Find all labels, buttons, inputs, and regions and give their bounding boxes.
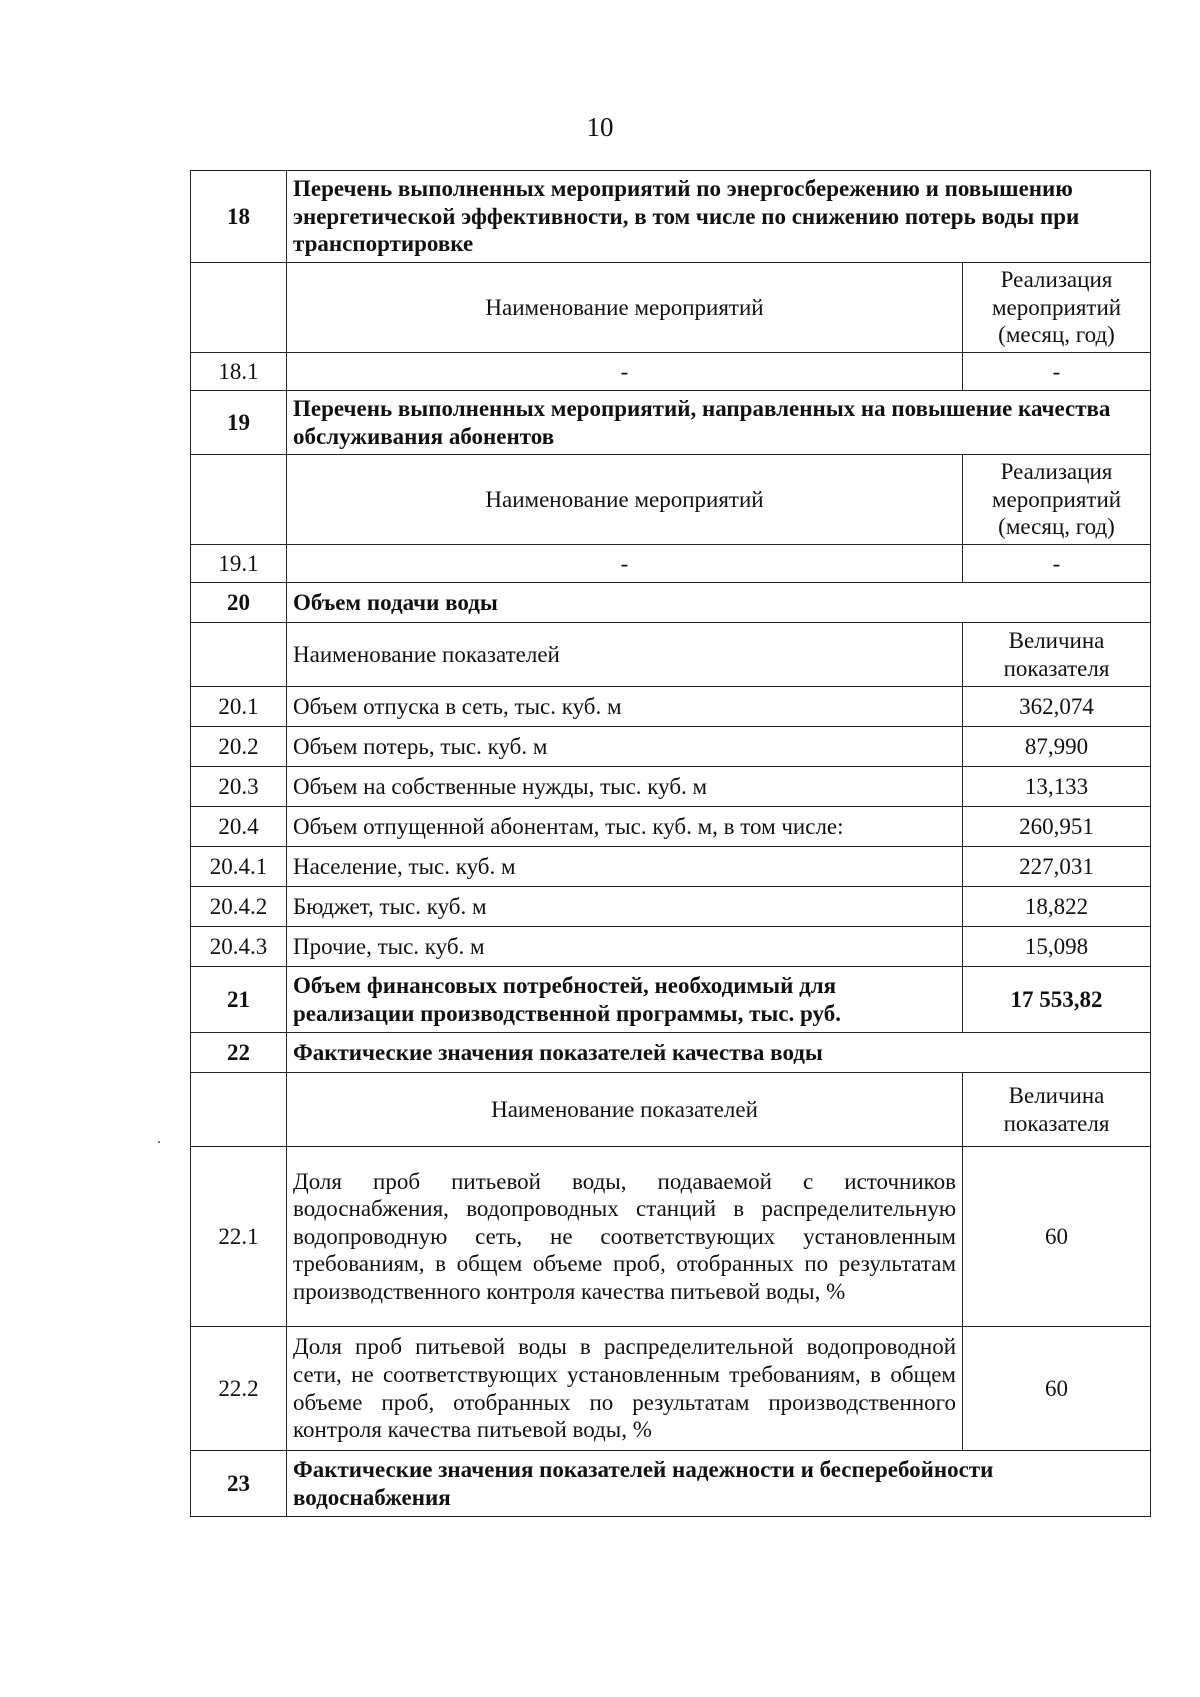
- table-row: [191, 887, 1151, 927]
- section-19-header: [191, 391, 1151, 455]
- empty-cell: [191, 1073, 287, 1147]
- section-18-column-headers: [191, 263, 1151, 353]
- row-name: Объем отпуска в сеть, тыс. куб. м: [287, 687, 963, 727]
- table-row: [191, 1327, 1151, 1451]
- table-row: [191, 353, 1151, 391]
- row-name: Объем на собственные нужды, тыс. куб. м: [287, 767, 963, 807]
- section-20-header: [191, 583, 1151, 623]
- production-program-table: [190, 170, 1151, 1517]
- column-header-implementation: Реализация мероприятий (месяц, год): [963, 455, 1151, 545]
- section-title: Перечень выполненных мероприятий, направленных на повышение качества обслуживания абонентов: [287, 391, 1151, 455]
- empty-cell: [191, 623, 287, 687]
- row-number: 20.3: [191, 767, 287, 807]
- row-number: 20.4.1: [191, 847, 287, 887]
- row-number: 20.1: [191, 687, 287, 727]
- row-value: 17 553,82: [963, 967, 1151, 1033]
- row-value: 60: [963, 1327, 1151, 1451]
- row-value: 227,031: [963, 847, 1151, 887]
- section-22-column-headers: [191, 1073, 1151, 1147]
- table-row: [191, 1147, 1151, 1327]
- section-18-header: [191, 171, 1151, 263]
- row-number: 20.2: [191, 727, 287, 767]
- section-number: 19: [191, 391, 287, 455]
- section-19-column-headers: [191, 455, 1151, 545]
- row-value: 13,133: [963, 767, 1151, 807]
- table-row: [191, 767, 1151, 807]
- row-value: -: [963, 353, 1151, 391]
- section-23-header: [191, 1451, 1151, 1517]
- scan-speck: [158, 1141, 160, 1143]
- section-22-header: [191, 1033, 1151, 1073]
- section-number: 23: [191, 1451, 287, 1517]
- row-name: Объем потерь, тыс. куб. м: [287, 727, 963, 767]
- section-number: 20: [191, 583, 287, 623]
- column-header-value: Величина показателя: [963, 1073, 1151, 1147]
- table-row: [191, 687, 1151, 727]
- empty-cell: [191, 263, 287, 353]
- row-value: 60: [963, 1147, 1151, 1327]
- section-21-row: [191, 967, 1151, 1033]
- page-number: 10: [586, 112, 614, 142]
- column-header-implementation: Реализация мероприятий (месяц, год): [963, 263, 1151, 353]
- section-title: Перечень выполненных мероприятий по энергосбережению и повышению энергетической эффективности, в том числе по снижению потерь воды при транспортировке: [287, 171, 1151, 263]
- row-number: 20.4: [191, 807, 287, 847]
- section-title: Фактические значения показателей качества воды: [287, 1033, 1151, 1073]
- column-header-value: Величина показателя: [963, 623, 1151, 687]
- row-name: -: [287, 545, 963, 583]
- section-20-column-headers: [191, 623, 1151, 687]
- row-name: Бюджет, тыс. куб. м: [287, 887, 963, 927]
- section-title: Объем подачи воды: [287, 583, 1151, 623]
- section-title: Объем финансовых потребностей, необходимый для реализации производственной программы, тыс. руб.: [287, 967, 963, 1033]
- row-value: 362,074: [963, 687, 1151, 727]
- row-name: -: [287, 353, 963, 391]
- row-value: 15,098: [963, 927, 1151, 967]
- row-number: 22.1: [191, 1147, 287, 1327]
- row-value: 87,990: [963, 727, 1151, 767]
- row-value: 260,951: [963, 807, 1151, 847]
- row-number: 18.1: [191, 353, 287, 391]
- row-name: Объем отпущенной абонентам, тыс. куб. м, в том числе:: [287, 807, 963, 847]
- row-name: Прочие, тыс. куб. м: [287, 927, 963, 967]
- row-number: 20.4.3: [191, 927, 287, 967]
- row-name: Доля проб питьевой воды, подаваемой с источников водоснабжения, водопроводных станций в распределительную водопроводную сеть, не соответствующих установленным требованиям, в общем объеме проб, отобранных по результатам производственного контроля качества питьевой воды, %: [287, 1147, 963, 1327]
- row-value: 18,822: [963, 887, 1151, 927]
- row-name: Доля проб питьевой воды в распределительной водопроводной сети, не соответствующих установленным требованиям, в общем объеме проб, отобранных по результатам производственного контроля качества питьевой воды, %: [287, 1327, 963, 1451]
- column-header-name: Наименование показателей: [287, 1073, 963, 1147]
- row-number: 19.1: [191, 545, 287, 583]
- table-row: [191, 545, 1151, 583]
- empty-cell: [191, 455, 287, 545]
- row-number: 22.2: [191, 1327, 287, 1451]
- section-number: 22: [191, 1033, 287, 1073]
- section-number: 21: [191, 967, 287, 1033]
- row-number: 20.4.2: [191, 887, 287, 927]
- column-header-name: Наименование мероприятий: [287, 455, 963, 545]
- section-number: 18: [191, 171, 287, 263]
- table-row: [191, 727, 1151, 767]
- column-header-name: Наименование показателей: [287, 623, 963, 687]
- row-name: Население, тыс. куб. м: [287, 847, 963, 887]
- table-row: [191, 807, 1151, 847]
- table-row: [191, 927, 1151, 967]
- row-value: -: [963, 545, 1151, 583]
- column-header-name: Наименование мероприятий: [287, 263, 963, 353]
- section-title: Фактические значения показателей надежности и бесперебойности водоснабжения: [287, 1451, 1151, 1517]
- table-row: [191, 847, 1151, 887]
